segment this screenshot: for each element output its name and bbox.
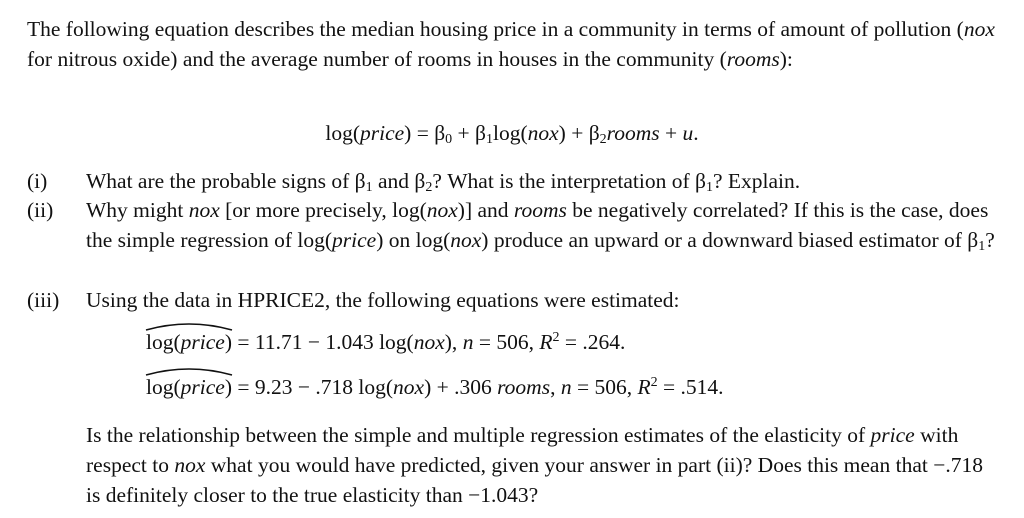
final-question: Is the relationship between the simple and multiple regression estimates of the elasticity of price with respect to nox what you would have predicted, given your answer in part (ii)? Does this mean that −.718 is definitely closer to the true elasticity than −1.043? xyxy=(86,423,983,507)
hat-lhs: log(price) xyxy=(146,327,232,357)
model-equation: log(price) = $\beta_0 + \beta_1\log(nox)$ + $\beta_2rooms + u$. xyxy=(325,121,699,147)
var-price: price xyxy=(359,121,405,145)
var-u: u xyxy=(682,121,694,145)
var-rooms: rooms xyxy=(606,121,660,145)
var-nox: nox xyxy=(963,17,995,41)
regression-equation-multiple: log(price) = 9.23 − .718 log(nox) + .306 rooms, n = 506, $R^2 = .514$. xyxy=(146,372,724,402)
part-text: Why might nox [or more precisely, log(nox)] and rooms be negatively correlated? If this is the case, does the simple regression of log(price) on log(nox) produce an upward or a downward biased estimator of $\beta_1$? xyxy=(86,198,995,254)
intro-text: The following equation describes the median housing price in a community in terms of amount of pollution ( xyxy=(27,17,964,41)
hat-accent-icon xyxy=(146,321,232,331)
regression-equation-simple: log(price) = 11.71 − 1.043 log(nox), n = 506, $R^2 = .264$. xyxy=(146,327,625,357)
intro-paragraph xyxy=(27,14,999,74)
part-label: (iii) xyxy=(27,288,60,312)
part-label: (ii) xyxy=(27,198,54,222)
part-text: What are the probable signs of $\beta_1$ and $\beta_2$? What is the interpretation of $\beta_1$? Explain. xyxy=(86,169,801,195)
var-nox: nox xyxy=(527,121,559,145)
var-rooms: rooms xyxy=(726,47,780,71)
intro-text: for nitrous oxide) and the average number of rooms in houses in the community ( xyxy=(27,47,727,71)
part-label: (i) xyxy=(27,169,48,193)
hat-lhs: log(price) xyxy=(146,372,232,402)
intro-text: ): xyxy=(779,47,793,71)
part-text: Using the data in HPRICE2, the following equations were estimated: xyxy=(86,288,680,312)
hat-accent-icon xyxy=(146,366,232,376)
